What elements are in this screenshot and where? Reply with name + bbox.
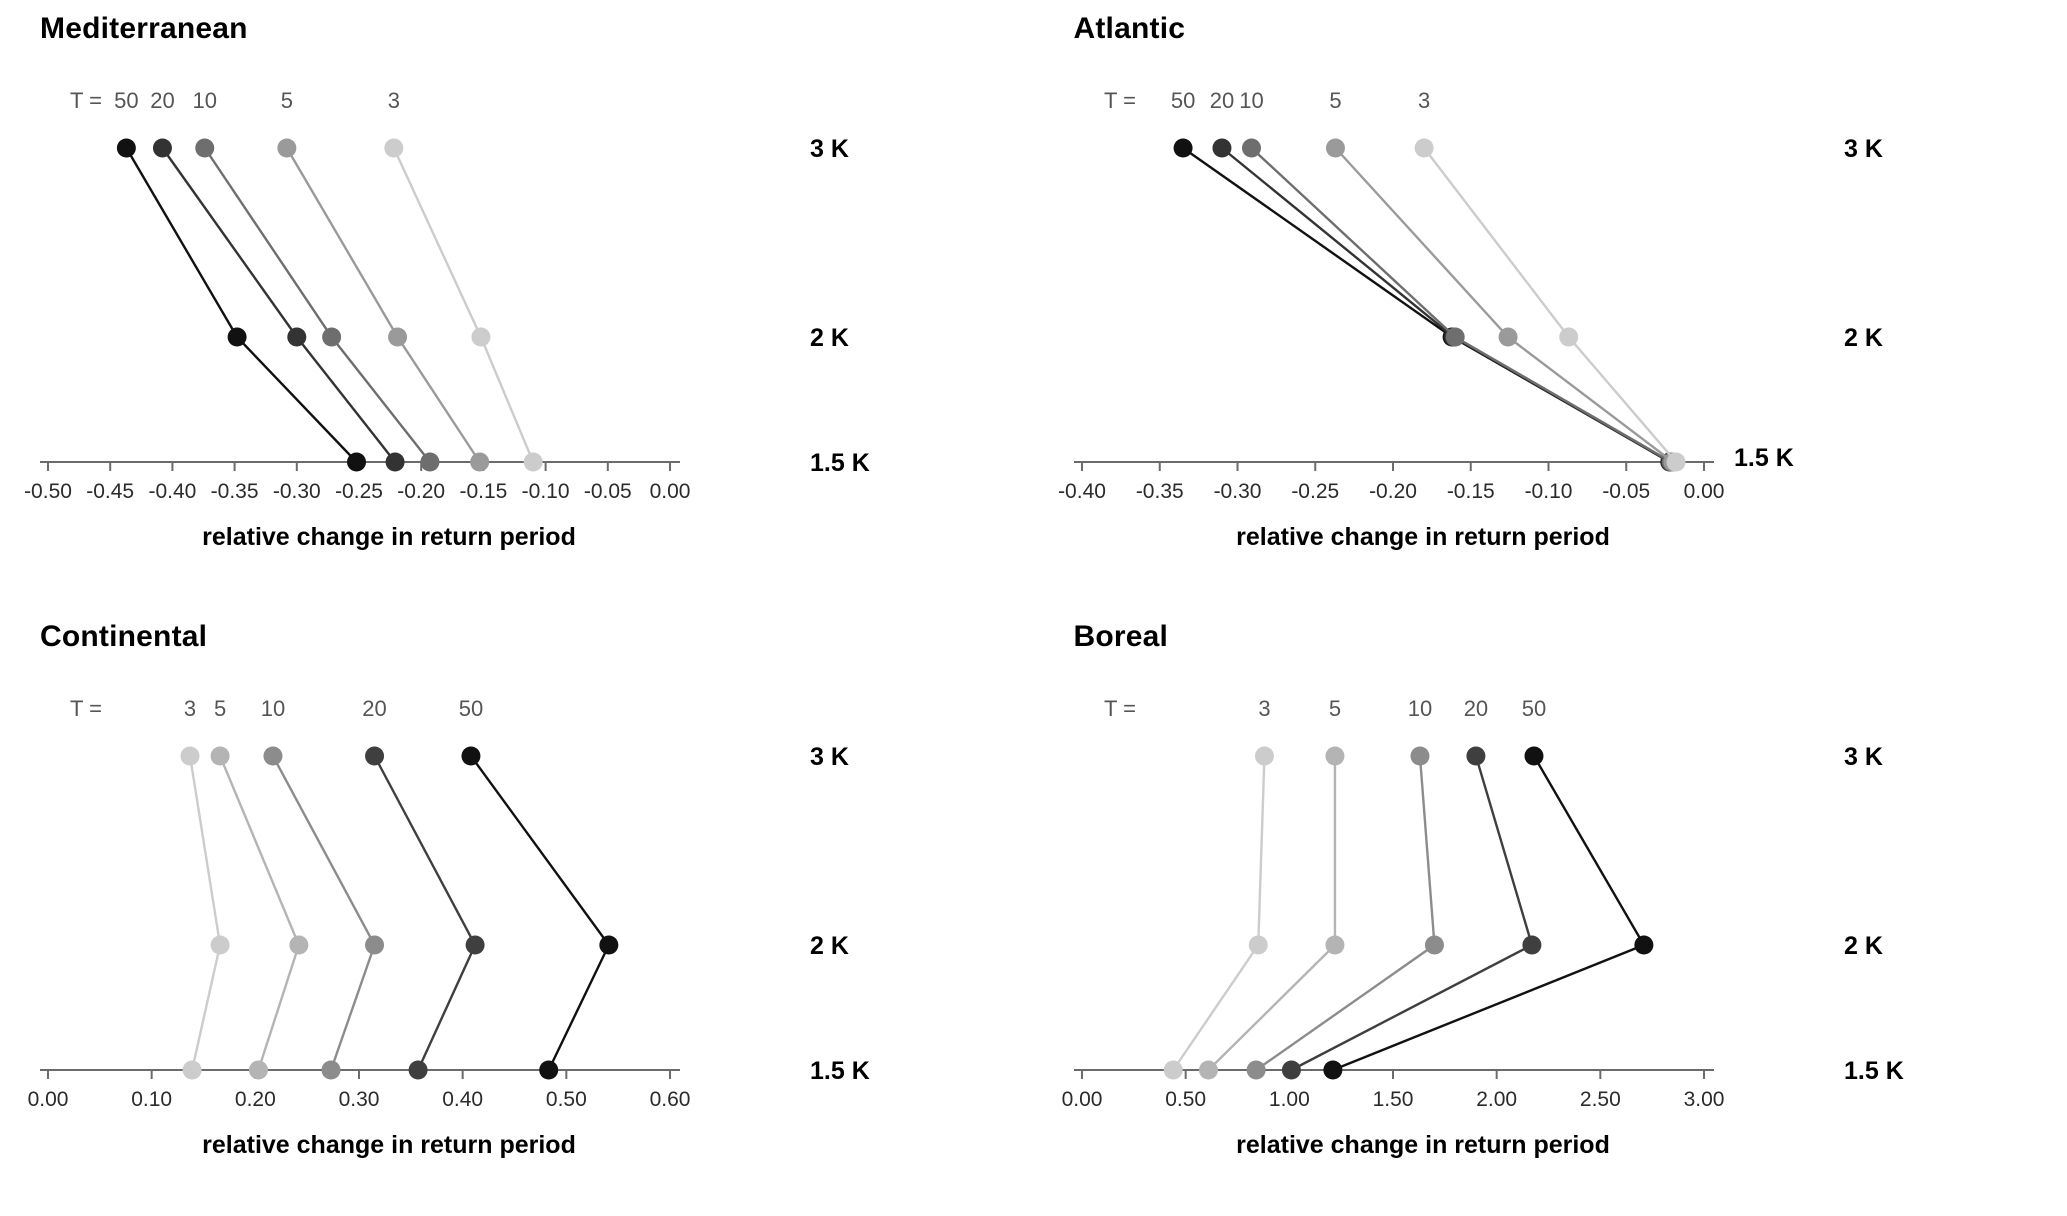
chart-panel-atlantic [1034,0,2067,608]
panel-title-boreal: Boreal [1073,620,1169,653]
data-point [386,453,405,472]
return-period-label-5: 5 [1328,696,1341,721]
x-tick-label: -0.10 [521,480,570,503]
warming-level-label: 2 K [810,932,849,960]
data-point [183,1061,202,1080]
data-point [249,1061,268,1080]
x-tick-label: 2.00 [1475,1088,1517,1111]
data-point [461,747,480,766]
x-tick-label: 0.30 [338,1088,380,1111]
x-tick-label: -0.30 [272,480,321,503]
x-tick-label: 0.50 [545,1088,587,1111]
data-point [409,1061,428,1080]
series-line [287,148,480,462]
data-point [211,936,230,955]
data-point [195,139,214,158]
x-tick-label: 1.00 [1268,1088,1310,1111]
return-period-label-3: 3 [1257,696,1271,721]
return-period-label-20: 20 [362,696,387,721]
series-line [375,756,476,1070]
warming-level-label: 3 K [1843,135,1883,163]
plot-area-continental [0,608,1033,1216]
data-point [289,936,308,955]
x-tick-label: -0.40 [1057,480,1106,503]
x-tick-label: -0.40 [148,480,197,503]
return-period-label-20: 20 [1463,696,1488,721]
x-tick-label: 0.00 [1061,1088,1102,1111]
warming-level-label: 2 K [1843,932,1883,960]
return-period-label-3: 3 [183,696,197,721]
x-tick-label: -0.20 [1368,480,1417,503]
data-point [524,453,543,472]
x-tick-label: 0.60 [649,1088,691,1111]
data-point [1445,328,1464,347]
x-tick-label: 0.00 [27,1088,69,1111]
data-point [1466,747,1485,766]
return-period-label-3: 3 [387,88,400,113]
return-period-label-50: 50 [458,696,484,721]
data-point [228,328,247,347]
x-tick-label: -0.15 [459,480,508,503]
data-point [1212,139,1231,158]
x-tick-label: -0.30 [1213,480,1261,503]
data-point [1524,747,1543,766]
x-axis-title: relative change in return period [202,523,576,551]
series-line [1291,756,1532,1070]
warming-level-label: 1.5 K [810,449,870,477]
data-point [1241,139,1260,158]
data-point [263,747,282,766]
data-point [1325,936,1344,955]
return-period-label-10: 10 [192,88,217,113]
data-point [153,139,172,158]
return-period-label-5: 5 [213,696,227,721]
x-axis-title: relative change in return period [202,1131,576,1159]
x-tick-label: 0.50 [1164,1088,1206,1111]
series-line [162,148,395,462]
chart-panel-continental [0,608,1034,1216]
series-line [1208,756,1334,1070]
data-point [211,747,230,766]
data-point [1498,328,1517,347]
x-tick-label: 1.50 [1372,1088,1413,1111]
return-period-legend-prefix: T = [70,696,103,721]
data-point [322,1061,341,1080]
series-line [205,148,430,462]
data-point [599,936,618,955]
series-line [273,756,375,1070]
panel-title-mediterranean: Mediterranean [40,12,248,45]
data-point [1424,936,1443,955]
series-line [1183,148,1670,462]
warming-level-label: 2 K [810,324,849,352]
x-tick-label: -0.45 [86,480,135,503]
series-line [1173,756,1264,1070]
return-period-legend-prefix: T = [1103,88,1136,113]
return-period-legend-prefix: T = [1103,696,1136,721]
data-point [471,328,490,347]
panel-title-continental: Continental [40,620,208,653]
data-point [388,328,407,347]
chart-panel-mediterranean [0,0,1034,608]
data-point [117,139,136,158]
warming-level-label: 1.5 K [1733,444,1794,472]
warming-level-label: 1.5 K [1843,1057,1904,1085]
data-point [384,139,403,158]
x-axis-title: relative change in return period [1235,523,1610,551]
data-point [1414,139,1433,158]
data-point [1323,1061,1342,1080]
return-period-label-50: 50 [114,88,139,113]
data-point [287,328,306,347]
data-point [1163,1061,1182,1080]
x-tick-label: -0.20 [397,480,446,503]
x-tick-label: -0.25 [1290,480,1339,503]
data-point [466,936,485,955]
return-period-label-10: 10 [1407,696,1432,721]
plot-area-mediterranean [0,0,1033,608]
x-tick-label: -0.25 [335,480,383,503]
x-tick-label: 0.40 [442,1088,484,1111]
warming-level-label: 3 K [810,743,849,771]
warming-level-label: 1.5 K [810,1057,870,1085]
data-point [420,453,439,472]
series-line [1335,148,1672,462]
series-line [126,148,356,462]
x-tick-label: -0.15 [1446,480,1495,503]
x-tick-label: 0.00 [649,480,691,503]
data-point [365,936,384,955]
x-tick-label: 0.20 [234,1088,276,1111]
series-line [1256,756,1434,1070]
data-point [1666,453,1685,472]
x-tick-label: -0.10 [1524,480,1572,503]
x-axis-title: relative change in return period [1235,1131,1610,1159]
series-line [394,148,533,462]
return-period-label-10: 10 [260,696,286,721]
x-tick-label: -0.05 [583,480,632,503]
data-point [539,1061,558,1080]
plot-area-boreal [1034,608,2067,1216]
x-tick-label: -0.50 [24,480,72,503]
panel-title-atlantic: Atlantic [1073,12,1186,45]
x-tick-label: -0.35 [1135,480,1184,503]
data-point [1325,747,1344,766]
chart-panel-boreal [1034,608,2067,1216]
series-line [1221,148,1669,462]
data-point [1246,1061,1265,1080]
warming-level-label: 3 K [1843,743,1883,771]
x-tick-label: 2.50 [1579,1088,1621,1111]
return-period-label-20: 20 [150,88,175,113]
series-line [190,756,220,1070]
data-point [1634,936,1653,955]
return-period-label-10: 10 [1238,88,1264,113]
data-point [1173,139,1192,158]
return-period-label-20: 20 [1209,88,1234,113]
data-point [1198,1061,1217,1080]
x-tick-label: 3.00 [1683,1088,1724,1111]
return-period-label-50: 50 [1521,696,1546,721]
data-point [1325,139,1344,158]
data-point [365,747,384,766]
x-tick-label: 0.00 [1683,480,1724,503]
data-point [322,328,341,347]
data-point [181,747,200,766]
data-point [470,453,489,472]
data-point [1559,328,1578,347]
return-period-label-5: 5 [280,88,293,113]
warming-level-label: 2 K [1843,324,1883,352]
data-point [1410,747,1429,766]
series-line [471,756,609,1070]
x-tick-label: -0.05 [1601,480,1650,503]
data-point [1248,936,1267,955]
data-point [347,453,366,472]
data-point [1254,747,1273,766]
return-period-label-3: 3 [1417,88,1430,113]
x-tick-label: 0.10 [131,1088,173,1111]
series-line [1424,148,1676,462]
data-point [277,139,296,158]
series-line [220,756,299,1070]
return-period-label-5: 5 [1328,88,1342,113]
return-period-legend-prefix: T = [70,88,103,113]
return-period-label-50: 50 [1170,88,1195,113]
data-point [1281,1061,1300,1080]
warming-level-label: 3 K [810,135,849,163]
data-point [1522,936,1541,955]
x-tick-label: -0.35 [210,480,259,503]
plot-area-atlantic [1034,0,2067,608]
